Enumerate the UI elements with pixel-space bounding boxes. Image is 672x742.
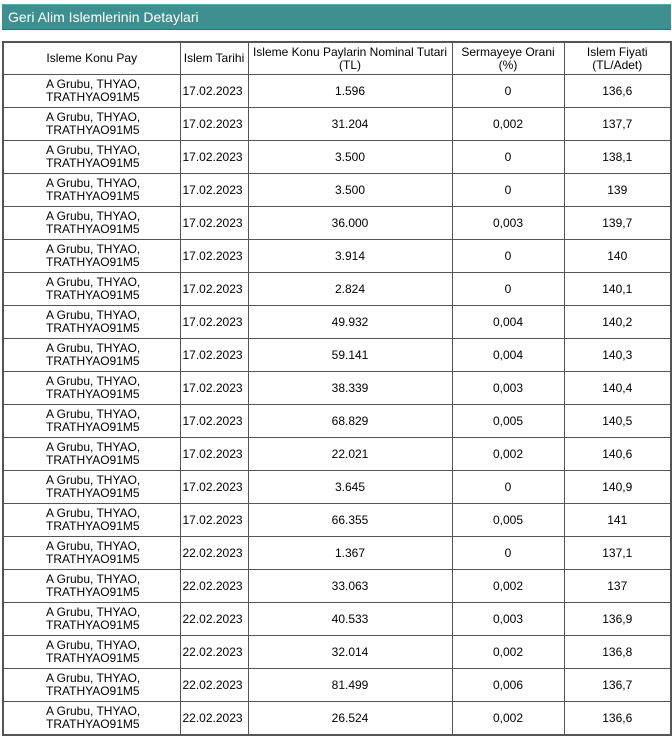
pay-cell: A Grubu, THYAO, TRATHYAO91M5 (3, 141, 180, 174)
pay-cell: A Grubu, THYAO, TRATHYAO91M5 (3, 273, 180, 306)
date-cell: 17.02.2023 (180, 75, 248, 108)
table-row (3, 174, 671, 207)
date-cell: 17.02.2023 (180, 471, 248, 504)
pay-cell: A Grubu, THYAO, TRATHYAO91M5 (3, 339, 180, 372)
nominal-cell: 49.932 (248, 306, 452, 339)
nominal-cell: 59.141 (248, 339, 452, 372)
table-row (3, 108, 671, 141)
pay-cell: A Grubu, THYAO, TRATHYAO91M5 (3, 537, 180, 570)
panel-title: Geri Alim Islemlerinin Detaylari (8, 9, 199, 25)
table-row (3, 306, 671, 339)
price-cell: 140,3 (564, 339, 671, 372)
price-cell: 140 (564, 240, 671, 273)
price-cell: 136,9 (564, 603, 671, 636)
nominal-cell: 33.063 (248, 570, 452, 603)
buyback-table (2, 41, 672, 736)
nominal-cell: 66.355 (248, 504, 452, 537)
nominal-cell: 1.596 (248, 75, 452, 108)
pay-cell: A Grubu, THYAO, TRATHYAO91M5 (3, 438, 180, 471)
price-cell: 140,1 (564, 273, 671, 306)
price-cell: 136,6 (564, 75, 671, 108)
date-cell: 22.02.2023 (180, 537, 248, 570)
price-cell: 138,1 (564, 141, 671, 174)
price-cell: 137,1 (564, 537, 671, 570)
table-row (3, 537, 671, 570)
date-cell: 22.02.2023 (180, 702, 248, 736)
nominal-cell: 2.824 (248, 273, 452, 306)
ratio-cell: 0,002 (452, 636, 564, 669)
pay-cell: A Grubu, THYAO, TRATHYAO91M5 (3, 471, 180, 504)
price-cell: 137 (564, 570, 671, 603)
date-cell: 17.02.2023 (180, 306, 248, 339)
ratio-cell: 0,002 (452, 570, 564, 603)
price-cell: 140,6 (564, 438, 671, 471)
date-cell: 17.02.2023 (180, 240, 248, 273)
header-nominal-tutar: Isleme Konu Paylarin Nominal Tutari (TL) (248, 42, 452, 75)
price-cell: 140,2 (564, 306, 671, 339)
nominal-cell: 81.499 (248, 669, 452, 702)
ratio-cell: 0,002 (452, 438, 564, 471)
table-body (3, 75, 671, 736)
date-cell: 22.02.2023 (180, 603, 248, 636)
nominal-cell: 31.204 (248, 108, 452, 141)
nominal-cell: 68.829 (248, 405, 452, 438)
pay-cell: A Grubu, THYAO, TRATHYAO91M5 (3, 405, 180, 438)
date-cell: 17.02.2023 (180, 438, 248, 471)
price-cell: 136,6 (564, 702, 671, 736)
pay-cell: A Grubu, THYAO, TRATHYAO91M5 (3, 372, 180, 405)
price-cell: 139,7 (564, 207, 671, 240)
price-cell: 136,8 (564, 636, 671, 669)
ratio-cell: 0 (452, 75, 564, 108)
ratio-cell: 0 (452, 471, 564, 504)
pay-cell: A Grubu, THYAO, TRATHYAO91M5 (3, 174, 180, 207)
ratio-cell: 0 (452, 240, 564, 273)
date-cell: 17.02.2023 (180, 174, 248, 207)
date-cell: 17.02.2023 (180, 504, 248, 537)
panel-title-bar (2, 4, 671, 30)
nominal-cell: 3.914 (248, 240, 452, 273)
ratio-cell: 0,005 (452, 405, 564, 438)
table-row (3, 405, 671, 438)
price-cell: 137,7 (564, 108, 671, 141)
nominal-cell: 38.339 (248, 372, 452, 405)
ratio-cell: 0 (452, 537, 564, 570)
table-row (3, 702, 671, 736)
ratio-cell: 0,003 (452, 372, 564, 405)
nominal-cell: 3.500 (248, 141, 452, 174)
pay-cell: A Grubu, THYAO, TRATHYAO91M5 (3, 108, 180, 141)
date-cell: 22.02.2023 (180, 669, 248, 702)
nominal-cell: 22.021 (248, 438, 452, 471)
header-sermayeye-orani: Sermayeye Orani (%) (452, 42, 564, 75)
ratio-cell: 0,002 (452, 108, 564, 141)
table-header-row (3, 42, 671, 75)
table-row (3, 372, 671, 405)
price-cell: 136,7 (564, 669, 671, 702)
date-cell: 17.02.2023 (180, 372, 248, 405)
table-row (3, 141, 671, 174)
ratio-cell: 0,003 (452, 603, 564, 636)
nominal-cell: 26.524 (248, 702, 452, 736)
date-cell: 22.02.2023 (180, 570, 248, 603)
header-isleme-konu-pay: Isleme Konu Pay (3, 42, 180, 75)
nominal-cell: 3.500 (248, 174, 452, 207)
table-row (3, 438, 671, 471)
nominal-cell: 32.014 (248, 636, 452, 669)
pay-cell: A Grubu, THYAO, TRATHYAO91M5 (3, 75, 180, 108)
pay-cell: A Grubu, THYAO, TRATHYAO91M5 (3, 504, 180, 537)
price-cell: 140,9 (564, 471, 671, 504)
ratio-cell: 0,004 (452, 306, 564, 339)
table-row (3, 504, 671, 537)
pay-cell: A Grubu, THYAO, TRATHYAO91M5 (3, 306, 180, 339)
price-cell: 139 (564, 174, 671, 207)
nominal-cell: 1.367 (248, 537, 452, 570)
table-row (3, 471, 671, 504)
table-row (3, 603, 671, 636)
ratio-cell: 0,004 (452, 339, 564, 372)
price-cell: 140,5 (564, 405, 671, 438)
date-cell: 17.02.2023 (180, 273, 248, 306)
price-cell: 140,4 (564, 372, 671, 405)
table-row (3, 75, 671, 108)
date-cell: 17.02.2023 (180, 339, 248, 372)
ratio-cell: 0 (452, 273, 564, 306)
ratio-cell: 0,002 (452, 702, 564, 736)
ratio-cell: 0 (452, 141, 564, 174)
table-row (3, 240, 671, 273)
ratio-cell: 0,003 (452, 207, 564, 240)
nominal-cell: 36.000 (248, 207, 452, 240)
ratio-cell: 0,006 (452, 669, 564, 702)
date-cell: 17.02.2023 (180, 405, 248, 438)
table-row (3, 570, 671, 603)
price-cell: 141 (564, 504, 671, 537)
table-row (3, 636, 671, 669)
header-islem-tarihi: Islem Tarihi (180, 42, 248, 75)
table-row (3, 339, 671, 372)
pay-cell: A Grubu, THYAO, TRATHYAO91M5 (3, 669, 180, 702)
table-row (3, 273, 671, 306)
header-islem-fiyati: Islem Fiyati (TL/Adet) (564, 42, 671, 75)
table-row (3, 207, 671, 240)
table-row (3, 669, 671, 702)
pay-cell: A Grubu, THYAO, TRATHYAO91M5 (3, 207, 180, 240)
ratio-cell: 0,005 (452, 504, 564, 537)
ratio-cell: 0 (452, 174, 564, 207)
pay-cell: A Grubu, THYAO, TRATHYAO91M5 (3, 603, 180, 636)
date-cell: 17.02.2023 (180, 207, 248, 240)
pay-cell: A Grubu, THYAO, TRATHYAO91M5 (3, 240, 180, 273)
pay-cell: A Grubu, THYAO, TRATHYAO91M5 (3, 636, 180, 669)
nominal-cell: 40.533 (248, 603, 452, 636)
date-cell: 17.02.2023 (180, 108, 248, 141)
date-cell: 22.02.2023 (180, 636, 248, 669)
date-cell: 17.02.2023 (180, 141, 248, 174)
pay-cell: A Grubu, THYAO, TRATHYAO91M5 (3, 702, 180, 736)
pay-cell: A Grubu, THYAO, TRATHYAO91M5 (3, 570, 180, 603)
nominal-cell: 3.645 (248, 471, 452, 504)
